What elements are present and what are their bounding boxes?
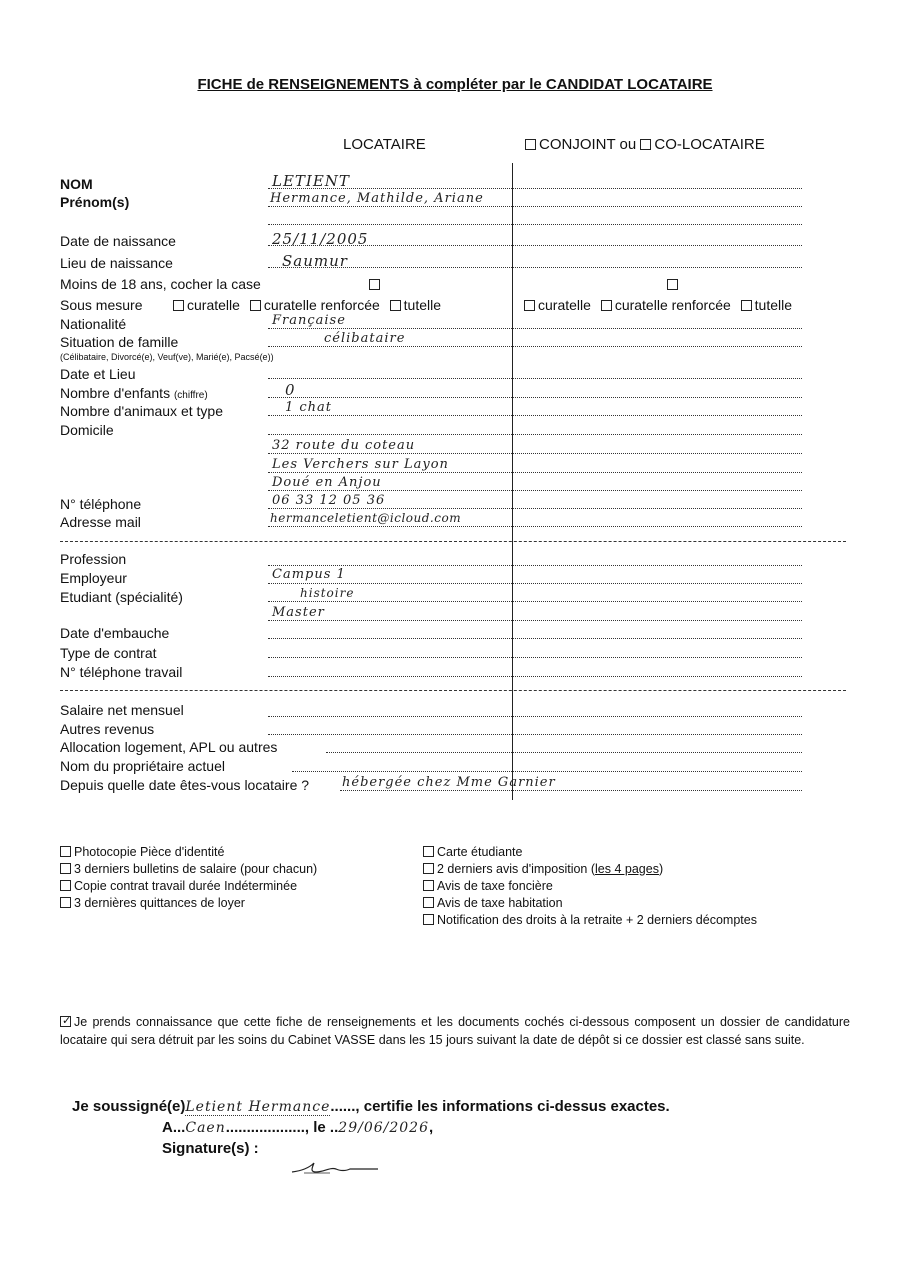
value-mail: hermanceletient@icloud.com — [270, 511, 462, 525]
value-city: Caen — [185, 1120, 226, 1136]
checkbox-curatelle[interactable] — [173, 300, 184, 311]
label-depuis: Depuis quelle date êtes-vous locataire ? — [60, 777, 310, 793]
checkbox-curatelle-renforcee-2[interactable] — [601, 300, 612, 311]
value-employeur: Campus 1 — [272, 567, 346, 582]
value-prenoms: Hermance, Mathilde, Ariane — [270, 191, 484, 206]
label-date-naissance: Date de naissance — [60, 233, 176, 249]
label-contrat: Type de contrat — [60, 645, 157, 661]
label-date-lieu: Date et Lieu — [60, 366, 136, 382]
form-title: FICHE de RENSEIGNEMENTS à compléter par le CANDIDAT LOCATAIRE — [197, 76, 713, 93]
checkbox-curatelle-2[interactable] — [524, 300, 535, 311]
checkbox-doc[interactable] — [60, 846, 71, 857]
label-telephone: N° téléphone — [60, 496, 142, 512]
checkbox-doc[interactable] — [60, 863, 71, 874]
label-tel-travail: N° téléphone travail — [60, 664, 183, 680]
field-embauche[interactable] — [268, 638, 802, 639]
mesure-options-tenant: curatelle curatelle renforcée tutelle — [173, 297, 441, 313]
label-proprietaire: Nom du propriétaire actuel — [60, 758, 225, 774]
field-animaux[interactable] — [268, 415, 802, 416]
label-sous-mesure: Sous mesure — [60, 297, 143, 313]
value-date-naissance: 25/11/2005 — [272, 230, 369, 248]
checkbox-doc[interactable] — [60, 880, 71, 891]
checkbox-doc[interactable] — [423, 914, 434, 925]
field-situation[interactable] — [268, 346, 802, 347]
label-revenus: Autres revenus — [60, 721, 155, 737]
field-mail[interactable] — [268, 526, 802, 527]
field-etudiant[interactable] — [268, 601, 802, 602]
checkbox-mineur-cotenant[interactable] — [667, 279, 678, 290]
field-tel-travail[interactable] — [268, 676, 802, 677]
checkbox-doc[interactable] — [423, 880, 434, 891]
value-nom: LETIENT — [272, 172, 350, 190]
checkbox-tutelle-2[interactable] — [741, 300, 752, 311]
checkbox-mineur-tenant[interactable] — [369, 279, 380, 290]
label-prenoms: Prénom(s) — [60, 194, 130, 210]
doc-item: Copie contrat travail durée Indéterminée — [60, 879, 297, 893]
label-employeur: Employeur — [60, 570, 127, 586]
label-mail: Adresse mail — [60, 514, 141, 530]
doc-item: 2 derniers avis d'imposition (les 4 pages) — [423, 862, 663, 876]
field-domicile-1[interactable] — [268, 453, 802, 454]
value-telephone: 06 33 12 05 36 — [272, 493, 386, 508]
section-divider-2 — [60, 690, 846, 691]
doc-item: Avis de taxe foncière — [423, 879, 553, 893]
label-enfants: Nombre d'enfants (chiffre) — [60, 385, 208, 401]
mesure-options-cotenant: curatelle curatelle renforcée tutelle — [524, 297, 792, 313]
value-date: 29/06/2026 — [338, 1120, 429, 1136]
field-salaire[interactable] — [268, 716, 802, 717]
doc-item: 3 dernières quittances de loyer — [60, 896, 245, 910]
label-nationalite: Nationalité — [60, 316, 127, 332]
label-profession: Profession — [60, 551, 127, 567]
field-prenoms-2[interactable] — [268, 224, 802, 225]
checkbox-tutelle[interactable] — [390, 300, 401, 311]
doc-item: Avis de taxe habitation — [423, 896, 563, 910]
label-situation: Situation de famille — [60, 334, 179, 350]
signature-image — [290, 1160, 380, 1176]
label-animaux: Nombre d'animaux et type — [60, 403, 223, 419]
field-profession[interactable] — [268, 565, 802, 566]
signature-label: Signature(s) : — [162, 1140, 259, 1157]
section-divider-1 — [60, 541, 846, 542]
checkbox-colocataire[interactable] — [640, 139, 651, 150]
label-domicile: Domicile — [60, 422, 114, 438]
field-nationalite[interactable] — [268, 328, 802, 329]
doc-item: Notification des droits à la retraite + 2 derniers décomptes — [423, 913, 757, 927]
label-salaire: Salaire net mensuel — [60, 702, 184, 718]
field-telephone[interactable] — [268, 508, 802, 509]
label-lieu-naissance: Lieu de naissance — [60, 255, 173, 271]
checkbox-doc[interactable] — [423, 863, 434, 874]
column-divider — [512, 163, 513, 800]
checkbox-consent[interactable]: ✓ — [62, 1015, 72, 1027]
value-domicile-3: Doué en Anjou — [272, 475, 382, 490]
field-lieu-naissance[interactable] — [268, 267, 802, 268]
field-date-lieu[interactable] — [268, 378, 802, 379]
label-embauche: Date d'embauche — [60, 625, 170, 641]
field-domicile-0[interactable] — [268, 434, 802, 435]
field-enfants[interactable] — [268, 397, 802, 398]
value-depuis: hébergée chez Mme Garnier — [342, 775, 556, 790]
consent-paragraph: ✓ Je prends connaissance que cette fiche de renseignements et les documents cochés ci-dessous composent un dossier de candidature locataire qui sera détruit par les soins du Cabinet VASSE dans les 15 jours suivant la date de dépôt si ce dossier est classé sans suite. — [60, 1015, 850, 1047]
field-employeur[interactable] — [268, 583, 802, 584]
value-etudiant-1: histoire — [300, 586, 355, 600]
certification-line: Je soussigné(e)Letient Hermance......, certifie les informations ci-dessus exactes. — [72, 1098, 670, 1115]
field-proprietaire[interactable] — [292, 771, 802, 772]
value-animaux: 1 chat — [285, 400, 333, 415]
doc-item: 3 derniers bulletins de salaire (pour chacun) — [60, 862, 317, 876]
field-prenoms[interactable] — [268, 206, 802, 207]
field-allocation[interactable] — [326, 752, 802, 753]
checkbox-doc[interactable] — [423, 846, 434, 857]
label-mineur: Moins de 18 ans, cocher la case — [60, 276, 261, 292]
doc-item: Photocopie Pièce d'identité — [60, 845, 224, 859]
doc-item: Carte étudiante — [423, 845, 522, 859]
field-contrat[interactable] — [268, 657, 802, 658]
value-lieu-naissance: Saumur — [282, 252, 348, 270]
value-domicile-1: 32 route du coteau — [272, 438, 416, 453]
column-header-tenant: LOCATAIRE — [343, 136, 426, 153]
value-enfants: 0 — [285, 381, 296, 399]
checkbox-doc[interactable] — [423, 897, 434, 908]
label-nom: NOM — [60, 176, 93, 192]
field-domicile-2[interactable] — [268, 472, 802, 473]
value-etudiant-2: Master — [272, 605, 325, 620]
column-header-cotenant: CONJOINT ou CO-LOCATAIRE — [525, 136, 765, 153]
checkbox-curatelle-renforcee[interactable] — [250, 300, 261, 311]
certification-place-date: A...Caen..................., le ..29/06/2026, — [162, 1119, 434, 1136]
value-domicile-2: Les Verchers sur Layon — [272, 457, 449, 472]
label-situation-note: (Célibataire, Divorcé(e), Veuf(ve), Marié(e), Pacsé(e)) — [60, 352, 274, 362]
label-etudiant: Etudiant (spécialité) — [60, 589, 183, 605]
checkbox-conjoint[interactable] — [525, 139, 536, 150]
field-etudiant-2[interactable] — [268, 620, 802, 621]
field-revenus[interactable] — [268, 734, 802, 735]
field-domicile-3[interactable] — [268, 490, 802, 491]
value-nationalite: Française — [272, 313, 346, 328]
value-situation: célibataire — [324, 331, 406, 346]
checkbox-doc[interactable] — [60, 897, 71, 908]
field-depuis[interactable] — [340, 790, 802, 791]
label-allocation: Allocation logement, APL ou autres — [60, 739, 278, 755]
value-cert-name: Letient Hermance — [185, 1099, 331, 1115]
